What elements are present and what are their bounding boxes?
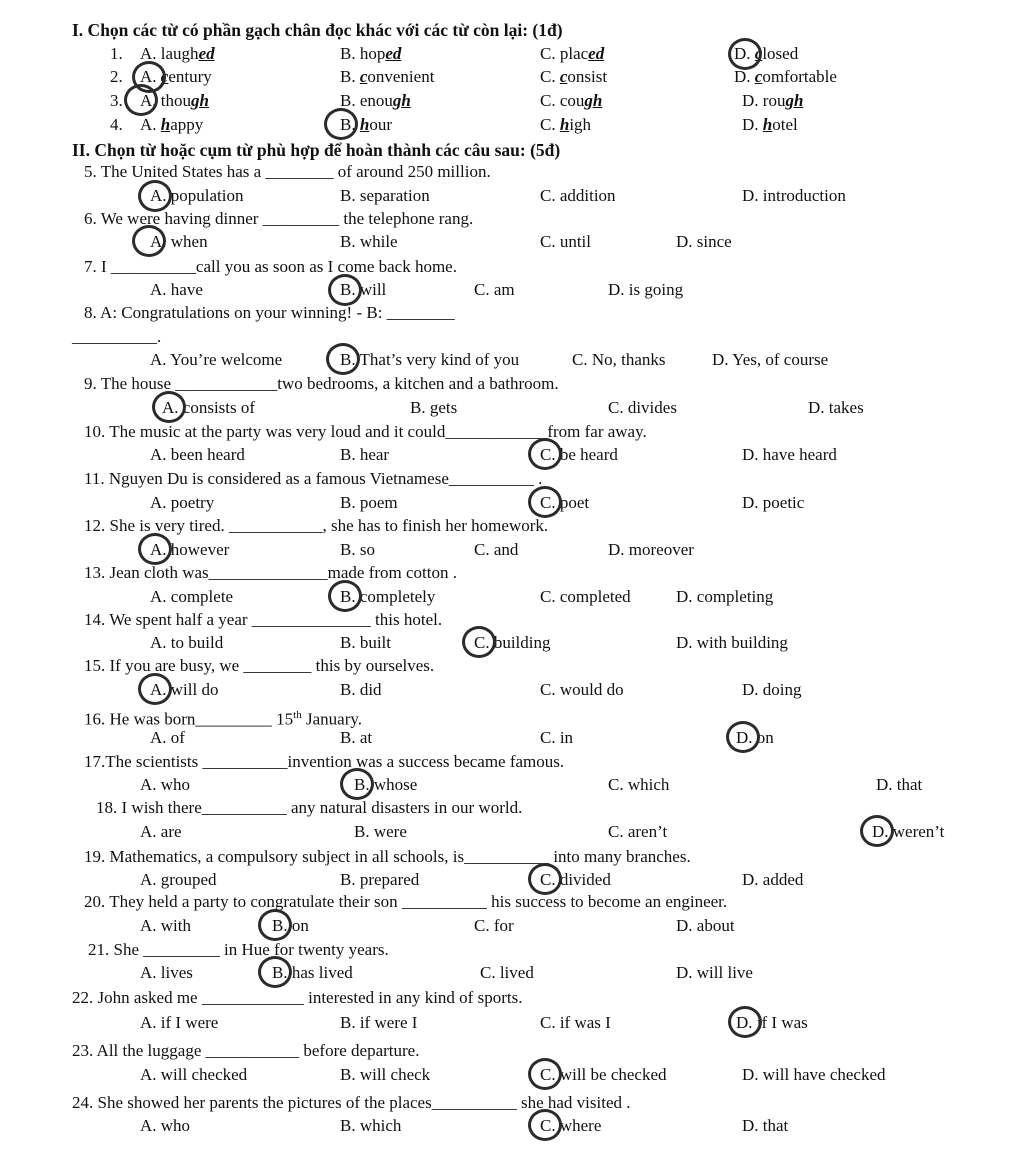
- q7-option-d: D. is going: [608, 280, 684, 299]
- q15-option-d: D. doing: [742, 680, 802, 699]
- q20-stem: 20. They held a party to congratulate their son __________ his success to become an engineer.: [84, 892, 728, 911]
- q2-option-c: C. consist: [540, 67, 608, 86]
- q18-option-c: C. aren’t: [608, 822, 668, 841]
- q15-option-b: B. did: [340, 680, 382, 699]
- q12-option-a: A. however: [150, 540, 230, 559]
- q3-number: 3.: [110, 91, 123, 110]
- q4-option-c: C. high: [540, 115, 592, 134]
- q3-option-b: B. enough: [340, 91, 411, 110]
- answer-circle-q7: [328, 274, 362, 306]
- q20-option-a: A. with: [140, 916, 191, 935]
- q14-option-b: B. built: [340, 633, 392, 652]
- q13-option-a: A. complete: [150, 587, 234, 606]
- answer-circle-q11: [528, 486, 562, 518]
- answer-circle-q10: [528, 438, 562, 470]
- q8-option-c: C. No, thanks: [572, 350, 666, 369]
- q12-option-c: C. and: [474, 540, 519, 559]
- q6-option-d: D. since: [676, 232, 732, 251]
- q24-stem: 24. She showed her parents the pictures of the places__________ she had visited .: [72, 1093, 631, 1112]
- q20-option-c: C. for: [474, 916, 514, 935]
- answer-circle-q24: [528, 1109, 562, 1141]
- q23-option-c: C. will be checked: [540, 1065, 667, 1084]
- q6-option-c: C. until: [540, 232, 592, 251]
- answer-circle-q14: [462, 626, 496, 658]
- q9-option-c: C. divides: [608, 398, 677, 417]
- q10-stem: 10. The music at the party was very loud and it could____________from far away.: [84, 422, 647, 441]
- q17-option-d: D. that: [876, 775, 923, 794]
- q19-stem: 19. Mathematics, a compulsory subject in all schools, is__________ into many branches.: [84, 847, 691, 866]
- answer-circle-q18: [860, 815, 894, 847]
- q10-option-a: A. been heard: [150, 445, 245, 464]
- answer-circle-q6: [132, 225, 166, 257]
- q17-stem: 17.The scientists __________invention was a success became famous.: [84, 752, 565, 771]
- q15-option-a: A. will do: [150, 680, 219, 699]
- q17-option-c: C. which: [608, 775, 670, 794]
- section-1-heading: I. Chọn các từ có phần gạch chân đọc khác với các từ còn lại: (1đ): [72, 20, 563, 40]
- q22-stem: 22. John asked me ____________ interested in any kind of sports.: [72, 988, 523, 1007]
- q11-option-c: C. poet: [540, 493, 590, 512]
- q22-option-c: C. if was I: [540, 1013, 611, 1032]
- q11-option-b: B. poem: [340, 493, 398, 512]
- q16-option-a: A. of: [150, 728, 185, 747]
- q11-option-d: D. poetic: [742, 493, 805, 512]
- q9-option-a: A. consists of: [162, 398, 256, 417]
- q18-option-b: B. were: [354, 822, 407, 841]
- answer-circle-q4: [324, 108, 358, 140]
- answer-circle-q19: [528, 863, 562, 895]
- q16-option-d: D. on: [736, 728, 774, 747]
- q21-option-c: C. lived: [480, 963, 534, 982]
- q20-option-b: B. on: [272, 916, 309, 935]
- answer-circle-q15: [138, 673, 172, 705]
- q14-option-d: D. with building: [676, 633, 788, 652]
- q15-option-c: C. would do: [540, 680, 624, 699]
- q3-option-a: A. though: [140, 91, 209, 110]
- answer-circle-q21: [258, 956, 292, 988]
- q21-stem: 21. She _________ in Hue for twenty years.: [88, 940, 389, 959]
- q7-option-b: B. will: [340, 280, 387, 299]
- q13-option-b: B. completely: [340, 587, 436, 606]
- q4-number: 4.: [110, 115, 123, 134]
- answer-circle-q12: [138, 533, 172, 565]
- q22-option-a: A. if I were: [140, 1013, 219, 1032]
- q1-option-c: C. placed: [540, 44, 605, 63]
- q8-stem: 8. A: Congratulations on your winning! - B: ________: [84, 303, 455, 322]
- q5-option-d: D. introduction: [742, 186, 846, 205]
- q19-option-c: C. divided: [540, 870, 611, 889]
- answer-circle-q17: [340, 768, 374, 800]
- q9-option-d: D. takes: [808, 398, 864, 417]
- answer-circle-q3: [124, 84, 158, 116]
- q7-option-a: A. have: [150, 280, 203, 299]
- q10-option-c: C. be heard: [540, 445, 618, 464]
- q17-option-b: B. whose: [354, 775, 418, 794]
- q6-stem: 6. We were having dinner _________ the telephone rang.: [84, 209, 474, 228]
- answer-circle-q16: [726, 721, 760, 753]
- q8-option-a: A. You’re welcome: [150, 350, 283, 369]
- q9-stem: 9. The house ____________two bedrooms, a kitchen and a bathroom.: [84, 374, 559, 393]
- q13-option-d: D. completing: [676, 587, 774, 606]
- q1-option-b: B. hoped: [340, 44, 402, 63]
- q16-option-c: C. in: [540, 728, 574, 747]
- q23-option-a: A. will checked: [140, 1065, 248, 1084]
- q5-stem: 5. The United States has a ________ of around 250 million.: [84, 162, 491, 181]
- q8-option-b: B. That’s very kind of you: [340, 350, 520, 369]
- q19-option-d: D. added: [742, 870, 804, 889]
- q4-option-d: D. hotel: [742, 115, 798, 134]
- q14-option-c: C. building: [474, 633, 551, 652]
- q18-stem: 18. I wish there__________ any natural disasters in our world.: [96, 798, 523, 817]
- q19-option-b: B. prepared: [340, 870, 420, 889]
- q1-option-d: D. closed: [734, 44, 799, 63]
- q13-stem: 13. Jean cloth was______________made from cotton .: [84, 563, 457, 582]
- q24-option-d: D. that: [742, 1116, 789, 1135]
- q22-option-d: D. if I was: [736, 1013, 808, 1032]
- q2-number: 2.: [110, 67, 123, 86]
- q2-option-a: A. century: [140, 67, 212, 86]
- q23-option-b: B. will check: [340, 1065, 431, 1084]
- q12-option-b: B. so: [340, 540, 375, 559]
- q13-option-c: C. completed: [540, 587, 631, 606]
- q21-option-b: B. has lived: [272, 963, 353, 982]
- q5-option-b: B. separation: [340, 186, 430, 205]
- answer-circle-q5: [138, 180, 172, 212]
- q21-option-d: D. will live: [676, 963, 753, 982]
- q16-option-b: B. at: [340, 728, 373, 747]
- q24-option-b: B. which: [340, 1116, 402, 1135]
- q8-option-d: D. Yes, of course: [712, 350, 829, 369]
- answer-circle-q1: [728, 38, 762, 70]
- q8-stem-continued: __________.: [72, 327, 162, 346]
- q21-option-a: A. lives: [140, 963, 193, 982]
- q5-option-c: C. addition: [540, 186, 616, 205]
- q16-stem: 16. He was born_________ 15th January.: [84, 709, 362, 729]
- q19-option-a: A. grouped: [140, 870, 217, 889]
- answer-circle-q22: [728, 1006, 762, 1038]
- q4-option-a: A. happy: [140, 115, 204, 134]
- q11-option-a: A. poetry: [150, 493, 215, 512]
- q2-option-b: B. convenient: [340, 67, 435, 86]
- answer-circle-q8: [326, 343, 360, 375]
- q15-stem: 15. If you are busy, we ________ this by ourselves.: [84, 656, 435, 675]
- q17-option-a: A. who: [140, 775, 191, 794]
- q12-option-d: D. moreover: [608, 540, 694, 559]
- q2-option-d: D. comfortable: [734, 67, 837, 86]
- answer-circle-q23: [528, 1058, 562, 1090]
- q24-option-a: A. who: [140, 1116, 191, 1135]
- q6-option-a: A. when: [150, 232, 208, 251]
- q7-stem: 7. I __________call you as soon as I come back home.: [84, 257, 457, 276]
- section-2-heading: II. Chọn từ hoặc cụm từ phù hợp để hoàn thành các câu sau: (5đ): [72, 140, 561, 160]
- q11-stem: 11. Nguyen Du is considered as a famous Vietnamese__________ .: [84, 469, 543, 488]
- q23-stem: 23. All the luggage ___________ before departure.: [72, 1041, 420, 1060]
- q18-option-d: D. weren’t: [872, 822, 945, 841]
- q20-option-d: D. about: [676, 916, 735, 935]
- q10-option-b: B. hear: [340, 445, 390, 464]
- q14-stem: 14. We spent half a year ______________ this hotel.: [84, 610, 443, 629]
- q23-option-d: D. will have checked: [742, 1065, 886, 1084]
- answer-circle-q9: [152, 391, 186, 423]
- q5-option-a: A. population: [150, 186, 244, 205]
- q14-option-a: A. to build: [150, 633, 224, 652]
- q3-option-d: D. rough: [742, 91, 804, 110]
- q18-option-a: A. are: [140, 822, 182, 841]
- q22-option-b: B. if were I: [340, 1013, 418, 1032]
- q1-option-a: A. laughed: [140, 44, 215, 63]
- q24-option-c: C. where: [540, 1116, 602, 1135]
- q12-stem: 12. She is very tired. ___________, she has to finish her homework.: [84, 516, 549, 535]
- q9-option-b: B. gets: [410, 398, 458, 417]
- q1-number: 1.: [110, 44, 123, 63]
- q4-option-b: B. hour: [340, 115, 392, 134]
- q10-option-d: D. have heard: [742, 445, 837, 464]
- answer-circle-q13: [328, 580, 362, 612]
- answer-circle-q20: [258, 909, 292, 941]
- q7-option-c: C. am: [474, 280, 515, 299]
- q6-option-b: B. while: [340, 232, 398, 251]
- q3-option-c: C. cough: [540, 91, 603, 110]
